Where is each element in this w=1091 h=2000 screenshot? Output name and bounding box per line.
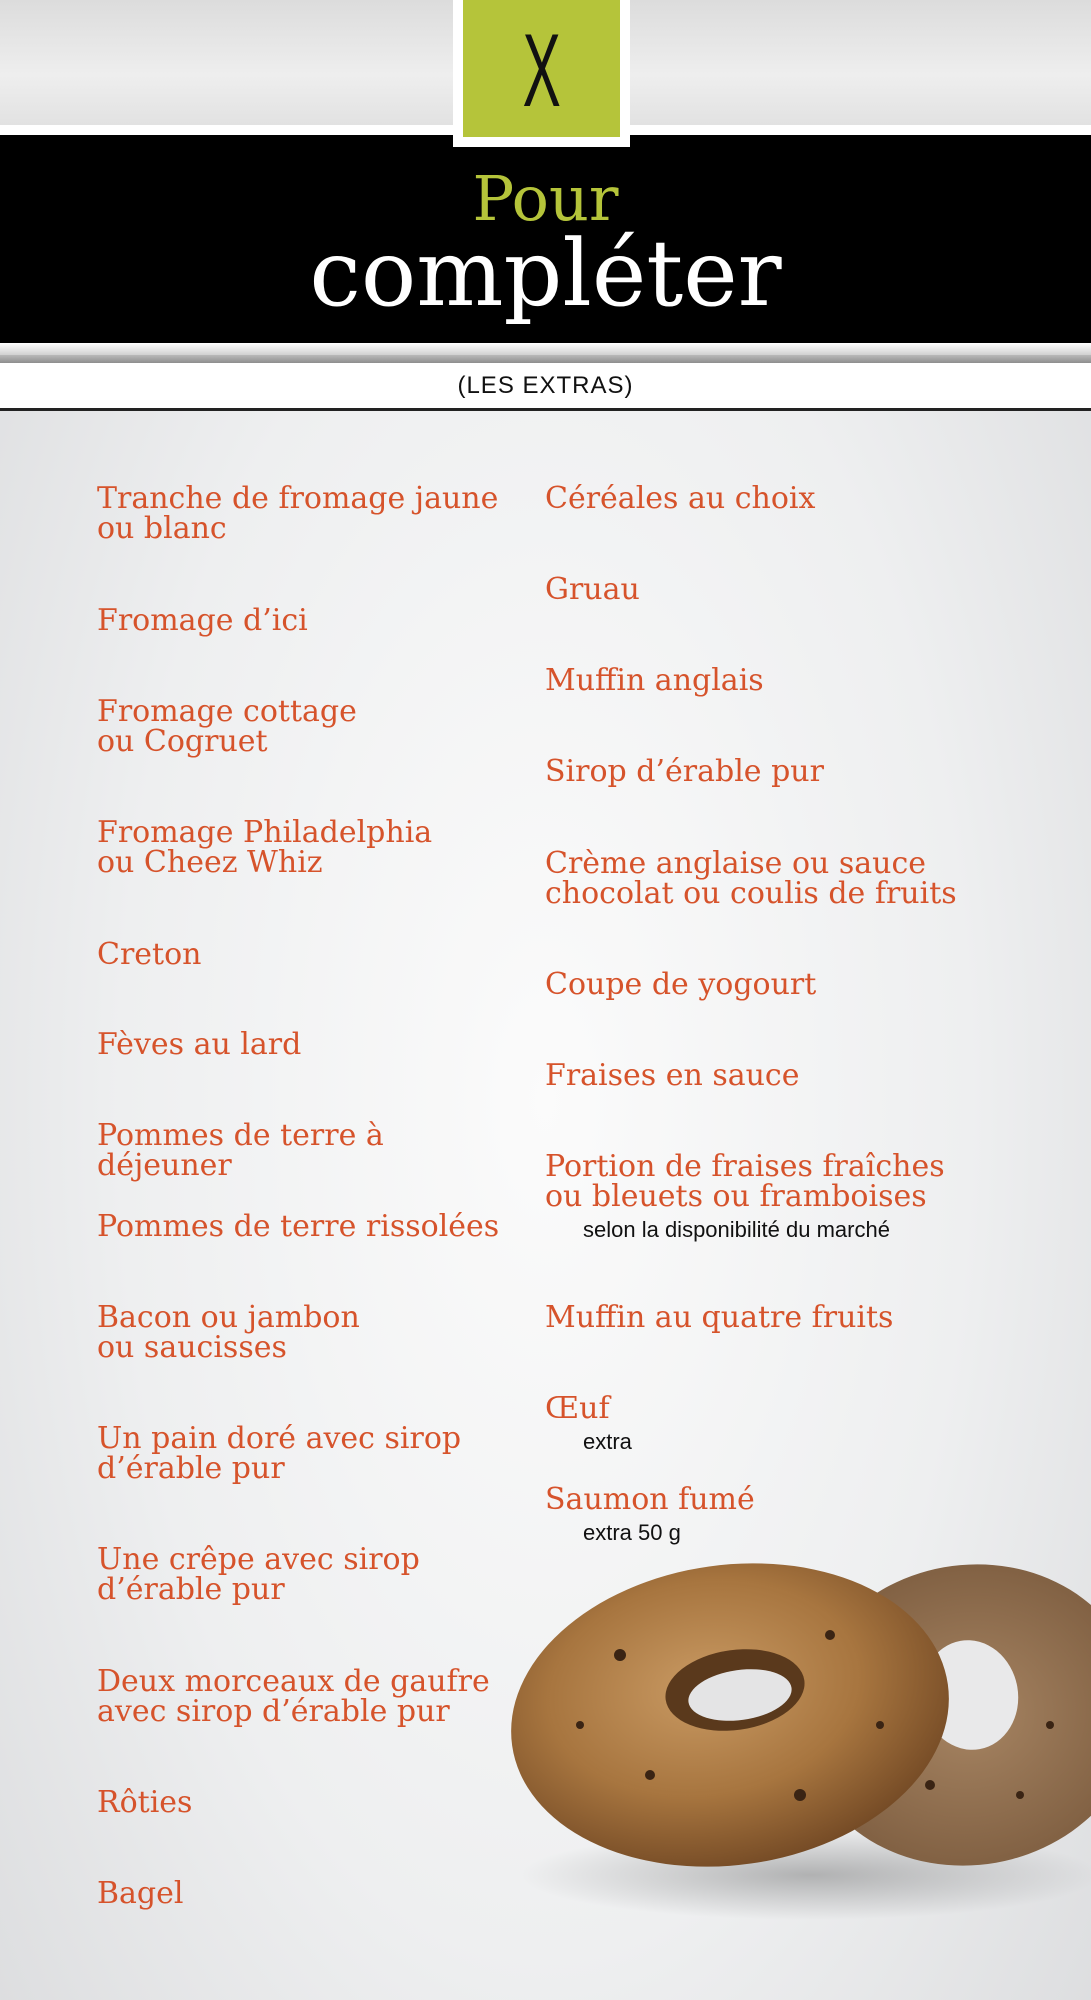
menu-item: Une crêpe avec sirop d’érable pur — [97, 1542, 420, 1607]
banner-underline — [0, 343, 1091, 355]
title-line-2: compléter — [309, 220, 782, 327]
menu-item: Muffin au quatre fruits — [545, 1300, 894, 1335]
section-badge-inner — [463, 0, 620, 137]
grey-rule — [0, 355, 1091, 363]
menu-item: Fraises en sauce — [545, 1058, 800, 1093]
item-note: extra — [583, 1429, 632, 1454]
menu-item: Bagel — [97, 1876, 184, 1911]
menu-item: Gruau — [545, 572, 640, 607]
menu-item: Tranche de fromage jaune ou blanc — [97, 481, 499, 546]
menu-item: Pommes de terre à déjeuner — [97, 1118, 384, 1183]
menu-item: Un pain doré avec sirop d’érable pur — [97, 1421, 462, 1486]
item-note: extra 50 g — [583, 1520, 681, 1545]
menu-item: Creton — [97, 937, 202, 972]
menu-item: Crème anglaise ou sauce chocolat ou coulis de fruits — [545, 846, 957, 911]
title-line-1: Pour — [472, 162, 619, 235]
section-subtitle: (LES EXTRAS) — [457, 371, 634, 399]
menu-item: Coupe de yogourt — [545, 967, 817, 1002]
menu-item: Céréales au choix — [545, 481, 816, 516]
menu-item: Œuf — [545, 1391, 610, 1426]
menu-item: Rôties — [97, 1785, 193, 1820]
menu-item: Muffin anglais — [545, 663, 764, 698]
menu-item: Fromage d’ici — [97, 603, 308, 638]
menu-item: Deux morceaux de gaufre avec sirop d’érable pur — [97, 1664, 490, 1729]
bagel-image — [500, 1545, 1091, 1925]
menu-item: Pommes de terre rissolées — [97, 1209, 500, 1244]
menu-item: Sirop d’érable pur — [545, 754, 824, 789]
menu-item: Bacon ou jambon ou saucisses — [97, 1300, 360, 1365]
menu-item: Saumon fumé — [545, 1482, 755, 1517]
section-badge — [453, 0, 630, 147]
menu-item: Fèves au lard — [97, 1027, 302, 1062]
menu-item: Fromage cottage ou Cogruet — [97, 694, 357, 759]
menu-item: Portion de fraises fraîches ou bleuets ou framboises — [545, 1149, 945, 1214]
item-note: selon la disponibilité du marché — [583, 1217, 890, 1242]
subtitle-band — [0, 363, 1091, 411]
badge-letter: X — [522, 12, 561, 129]
menu-item: Fromage Philadelphia ou Cheez Whiz — [97, 815, 433, 880]
